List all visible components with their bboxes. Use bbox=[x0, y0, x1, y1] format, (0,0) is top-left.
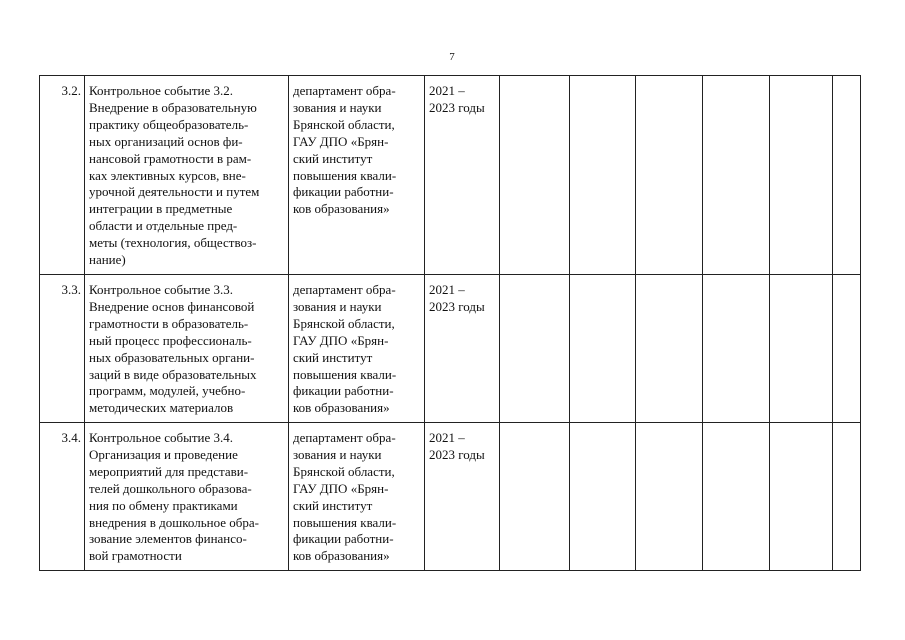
executor-line: ГАУ ДПО «Брян- bbox=[293, 133, 389, 149]
executor-line: ский институт bbox=[293, 497, 373, 513]
event-line: Контрольное событие 3.2. bbox=[89, 83, 233, 98]
event-line: Контрольное событие 3.3. bbox=[89, 282, 233, 297]
period-line: 2023 годы bbox=[429, 298, 485, 314]
executor-line: повышения квали- bbox=[293, 167, 397, 183]
empty-cell bbox=[703, 76, 770, 275]
period-cell bbox=[425, 423, 500, 571]
page-number: 7 bbox=[449, 51, 455, 63]
event-line: Контрольное событие 3.4. bbox=[89, 430, 233, 445]
empty-cell bbox=[500, 423, 570, 571]
empty-cell bbox=[500, 76, 570, 275]
event-line: Внедрение основ финансовой bbox=[89, 298, 255, 314]
executor-line: повышения квали- bbox=[293, 366, 397, 382]
period-cell bbox=[425, 275, 500, 423]
executor-line: повышения квали- bbox=[293, 514, 397, 530]
executor-cell bbox=[289, 423, 425, 571]
event-line: урочной деятельности и путем bbox=[89, 184, 260, 200]
table-row bbox=[40, 76, 861, 275]
empty-cell bbox=[833, 76, 861, 275]
empty-cell bbox=[770, 76, 833, 275]
event-line: ных образовательных органи- bbox=[89, 349, 255, 365]
empty-cell bbox=[570, 423, 636, 571]
table-row bbox=[40, 423, 861, 571]
event-line: методических материалов bbox=[89, 400, 234, 416]
event-line: ный процесс профессиональ- bbox=[89, 332, 252, 348]
executor-line: зования и науки bbox=[293, 99, 382, 115]
event-line: нансовой грамотности в рам- bbox=[89, 150, 252, 166]
executor-line: зования и науки bbox=[293, 446, 382, 462]
empty-cell bbox=[636, 423, 703, 571]
executor-line: департамент обра- bbox=[293, 430, 396, 445]
event-line: области и отдельные пред- bbox=[89, 218, 238, 234]
event-line: программ, модулей, учебно- bbox=[89, 383, 246, 399]
event-line: грамотности в образователь- bbox=[89, 315, 249, 331]
table-row bbox=[40, 275, 861, 423]
event-cell bbox=[85, 423, 289, 571]
executor-line: Брянской области, bbox=[293, 463, 395, 479]
empty-cell bbox=[703, 423, 770, 571]
period-line: 2023 годы bbox=[429, 446, 485, 462]
empty-cell bbox=[570, 275, 636, 423]
event-line: меты (технология, обществоз- bbox=[89, 235, 257, 251]
executor-line: ский институт bbox=[293, 150, 373, 166]
empty-cell bbox=[703, 275, 770, 423]
plan-table bbox=[39, 75, 861, 571]
executor-line: департамент обра- bbox=[293, 282, 396, 297]
empty-cell bbox=[833, 423, 861, 571]
event-line: внедрения в дошкольное обра- bbox=[89, 514, 259, 530]
event-line: ных организаций основ фи- bbox=[89, 133, 243, 149]
event-line: практику общеобразователь- bbox=[89, 116, 249, 132]
row-number: 3.2. bbox=[40, 76, 85, 275]
event-line: мероприятий для представи- bbox=[89, 463, 249, 479]
executor-line: ГАУ ДПО «Брян- bbox=[293, 480, 389, 496]
event-line: нание) bbox=[89, 252, 126, 268]
executor-line: фикации работни- bbox=[293, 383, 394, 399]
executor-line: ков образования» bbox=[293, 201, 390, 217]
executor-line: ский институт bbox=[293, 349, 373, 365]
event-cell bbox=[85, 76, 289, 275]
executor-line: Брянской области, bbox=[293, 116, 395, 132]
event-line: заций в виде образовательных bbox=[89, 366, 257, 382]
empty-cell bbox=[770, 275, 833, 423]
empty-cell bbox=[636, 275, 703, 423]
executor-line: департамент обра- bbox=[293, 83, 396, 98]
empty-cell bbox=[833, 275, 861, 423]
executor-cell bbox=[289, 76, 425, 275]
executor-line: фикации работни- bbox=[293, 184, 394, 200]
executor-line: фикации работни- bbox=[293, 531, 394, 547]
period-cell bbox=[425, 76, 500, 275]
executor-cell bbox=[289, 275, 425, 423]
executor-line: зования и науки bbox=[293, 298, 382, 314]
event-line: вой грамотности bbox=[89, 548, 182, 564]
event-line: телей дошкольного образова- bbox=[89, 480, 252, 496]
event-line: ках элективных курсов, вне- bbox=[89, 167, 246, 183]
period-line: 2021 – bbox=[429, 282, 465, 297]
period-line: 2021 – bbox=[429, 83, 465, 98]
event-line: Внедрение в образовательную bbox=[89, 99, 257, 115]
empty-cell bbox=[570, 76, 636, 275]
event-line: интеграции в предметные bbox=[89, 201, 233, 217]
empty-cell bbox=[636, 76, 703, 275]
event-line: ния по обмену практиками bbox=[89, 497, 238, 513]
event-line: зование элементов финансо- bbox=[89, 531, 247, 547]
period-line: 2023 годы bbox=[429, 99, 485, 115]
empty-cell bbox=[500, 275, 570, 423]
executor-line: Брянской области, bbox=[293, 315, 395, 331]
period-line: 2021 – bbox=[429, 430, 465, 445]
event-line: Организация и проведение bbox=[89, 446, 238, 462]
empty-cell bbox=[770, 423, 833, 571]
row-number: 3.3. bbox=[40, 275, 85, 423]
row-number: 3.4. bbox=[40, 423, 85, 571]
executor-line: ков образования» bbox=[293, 548, 390, 564]
executor-line: ков образования» bbox=[293, 400, 390, 416]
event-cell bbox=[85, 275, 289, 423]
executor-line: ГАУ ДПО «Брян- bbox=[293, 332, 389, 348]
